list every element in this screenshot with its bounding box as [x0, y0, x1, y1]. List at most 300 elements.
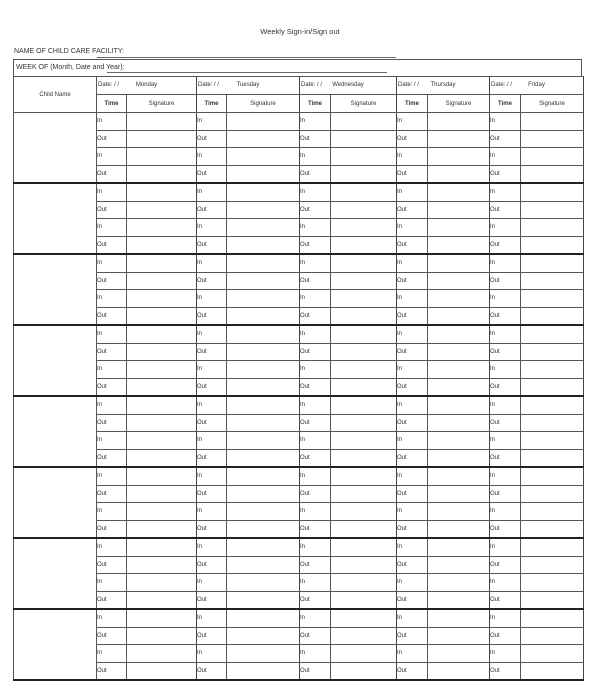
time-cell[interactable]: Out	[397, 485, 428, 503]
signature-cell[interactable]	[331, 325, 397, 343]
child-name-cell[interactable]	[14, 183, 97, 254]
signature-cell[interactable]	[227, 343, 300, 361]
child-name-cell[interactable]	[14, 254, 97, 325]
time-cell[interactable]: Out	[300, 307, 331, 325]
child-name-cell[interactable]	[14, 113, 97, 184]
signature-cell[interactable]	[331, 609, 397, 627]
time-cell[interactable]: In	[300, 148, 331, 166]
time-cell[interactable]: In	[197, 113, 227, 131]
time-cell[interactable]: Out	[490, 556, 521, 574]
signature-cell[interactable]	[127, 432, 197, 450]
signature-cell[interactable]	[331, 503, 397, 521]
time-cell[interactable]: In	[490, 219, 521, 237]
signature-cell[interactable]	[428, 574, 490, 592]
time-cell[interactable]: In	[197, 574, 227, 592]
time-cell[interactable]: Out	[490, 414, 521, 432]
signature-cell[interactable]	[428, 467, 490, 485]
time-cell[interactable]: Out	[490, 236, 521, 254]
signature-cell[interactable]	[227, 645, 300, 663]
signature-cell[interactable]	[331, 627, 397, 645]
signature-cell[interactable]	[331, 432, 397, 450]
time-cell[interactable]: Out	[490, 307, 521, 325]
signature-cell[interactable]	[227, 130, 300, 148]
signature-cell[interactable]	[127, 236, 197, 254]
signature-cell[interactable]	[127, 627, 197, 645]
time-cell[interactable]: Out	[397, 201, 428, 219]
signature-cell[interactable]	[331, 556, 397, 574]
time-cell[interactable]: In	[397, 361, 428, 379]
time-cell[interactable]: Out	[397, 449, 428, 467]
signature-cell[interactable]	[331, 662, 397, 680]
time-cell[interactable]: In	[97, 396, 127, 414]
time-cell[interactable]: In	[300, 183, 331, 201]
time-cell[interactable]: Out	[197, 236, 227, 254]
time-cell[interactable]: In	[490, 361, 521, 379]
signature-cell[interactable]	[227, 201, 300, 219]
time-cell[interactable]: In	[300, 467, 331, 485]
time-cell[interactable]: In	[490, 113, 521, 131]
signature-cell[interactable]	[127, 556, 197, 574]
signature-cell[interactable]	[331, 272, 397, 290]
time-cell[interactable]: Out	[97, 165, 127, 183]
time-cell[interactable]: Out	[300, 449, 331, 467]
signature-cell[interactable]	[428, 272, 490, 290]
signature-cell[interactable]	[428, 609, 490, 627]
time-cell[interactable]: Out	[197, 520, 227, 538]
signature-cell[interactable]	[428, 325, 490, 343]
signature-cell[interactable]	[428, 183, 490, 201]
signature-cell[interactable]	[127, 378, 197, 396]
time-cell[interactable]: Out	[397, 556, 428, 574]
signature-cell[interactable]	[428, 520, 490, 538]
time-cell[interactable]: Out	[197, 556, 227, 574]
time-cell[interactable]: Out	[397, 520, 428, 538]
time-cell[interactable]: Out	[397, 378, 428, 396]
signature-cell[interactable]	[127, 165, 197, 183]
signature-cell[interactable]	[428, 645, 490, 663]
time-cell[interactable]: Out	[300, 272, 331, 290]
signature-cell[interactable]	[521, 520, 584, 538]
signature-cell[interactable]	[521, 148, 584, 166]
time-cell[interactable]: Out	[300, 485, 331, 503]
time-cell[interactable]: In	[197, 609, 227, 627]
signature-cell[interactable]	[331, 307, 397, 325]
signature-cell[interactable]	[127, 272, 197, 290]
signature-cell[interactable]	[521, 307, 584, 325]
time-cell[interactable]: Out	[300, 520, 331, 538]
date-field[interactable]: Date: / /	[491, 82, 513, 88]
signature-cell[interactable]	[127, 538, 197, 556]
time-cell[interactable]: Out	[97, 556, 127, 574]
time-cell[interactable]: Out	[197, 165, 227, 183]
time-cell[interactable]: In	[397, 254, 428, 272]
signature-cell[interactable]	[521, 165, 584, 183]
time-cell[interactable]: In	[197, 219, 227, 237]
time-cell[interactable]: Out	[490, 449, 521, 467]
signature-cell[interactable]	[331, 591, 397, 609]
signature-cell[interactable]	[331, 414, 397, 432]
time-cell[interactable]: In	[490, 148, 521, 166]
time-cell[interactable]: Out	[300, 165, 331, 183]
signature-cell[interactable]	[127, 662, 197, 680]
time-cell[interactable]: Out	[197, 591, 227, 609]
signature-cell[interactable]	[331, 449, 397, 467]
time-cell[interactable]: In	[397, 290, 428, 308]
signature-cell[interactable]	[428, 148, 490, 166]
time-cell[interactable]: In	[300, 609, 331, 627]
time-cell[interactable]: Out	[300, 130, 331, 148]
time-cell[interactable]: In	[397, 325, 428, 343]
time-cell[interactable]: Out	[397, 307, 428, 325]
time-cell[interactable]: Out	[300, 201, 331, 219]
signature-cell[interactable]	[428, 201, 490, 219]
time-cell[interactable]: In	[197, 325, 227, 343]
signature-cell[interactable]	[521, 396, 584, 414]
signature-cell[interactable]	[227, 538, 300, 556]
signature-cell[interactable]	[227, 325, 300, 343]
signature-cell[interactable]	[428, 627, 490, 645]
time-cell[interactable]: In	[97, 183, 127, 201]
time-cell[interactable]: Out	[197, 485, 227, 503]
time-cell[interactable]: In	[397, 467, 428, 485]
time-cell[interactable]: Out	[97, 236, 127, 254]
time-cell[interactable]: Out	[97, 520, 127, 538]
signature-cell[interactable]	[227, 396, 300, 414]
time-cell[interactable]: In	[197, 361, 227, 379]
signature-cell[interactable]	[428, 254, 490, 272]
time-cell[interactable]: Out	[397, 627, 428, 645]
time-cell[interactable]: Out	[97, 449, 127, 467]
time-cell[interactable]: Out	[97, 485, 127, 503]
time-cell[interactable]: In	[490, 609, 521, 627]
time-cell[interactable]: Out	[490, 165, 521, 183]
time-cell[interactable]: Out	[97, 201, 127, 219]
signature-cell[interactable]	[428, 396, 490, 414]
signature-cell[interactable]	[227, 378, 300, 396]
signature-cell[interactable]	[227, 467, 300, 485]
time-cell[interactable]: In	[397, 396, 428, 414]
signature-cell[interactable]	[428, 378, 490, 396]
signature-cell[interactable]	[227, 432, 300, 450]
signature-cell[interactable]	[227, 361, 300, 379]
time-cell[interactable]: In	[97, 113, 127, 131]
signature-cell[interactable]	[127, 574, 197, 592]
time-cell[interactable]: Out	[397, 662, 428, 680]
signature-cell[interactable]	[331, 520, 397, 538]
signature-cell[interactable]	[521, 201, 584, 219]
time-cell[interactable]: Out	[490, 201, 521, 219]
signature-cell[interactable]	[331, 361, 397, 379]
facility-name-field[interactable]	[97, 57, 396, 58]
time-cell[interactable]: In	[300, 113, 331, 131]
signature-cell[interactable]	[227, 219, 300, 237]
time-cell[interactable]: Out	[197, 662, 227, 680]
signature-cell[interactable]	[127, 645, 197, 663]
time-cell[interactable]: In	[197, 183, 227, 201]
signature-cell[interactable]	[521, 343, 584, 361]
time-cell[interactable]: In	[490, 183, 521, 201]
signature-cell[interactable]	[331, 343, 397, 361]
signature-cell[interactable]	[127, 219, 197, 237]
time-cell[interactable]: Out	[97, 130, 127, 148]
time-cell[interactable]: Out	[97, 414, 127, 432]
time-cell[interactable]: Out	[490, 520, 521, 538]
signature-cell[interactable]	[227, 307, 300, 325]
time-cell[interactable]: In	[197, 290, 227, 308]
signature-cell[interactable]	[331, 130, 397, 148]
time-cell[interactable]: In	[97, 325, 127, 343]
signature-cell[interactable]	[227, 148, 300, 166]
signature-cell[interactable]	[227, 272, 300, 290]
signature-cell[interactable]	[331, 254, 397, 272]
time-cell[interactable]: In	[97, 609, 127, 627]
time-cell[interactable]: In	[197, 148, 227, 166]
time-cell[interactable]: In	[397, 432, 428, 450]
signature-cell[interactable]	[521, 627, 584, 645]
time-cell[interactable]: In	[490, 574, 521, 592]
signature-cell[interactable]	[428, 449, 490, 467]
time-cell[interactable]: In	[197, 432, 227, 450]
time-cell[interactable]: Out	[490, 662, 521, 680]
time-cell[interactable]: In	[197, 503, 227, 521]
signature-cell[interactable]	[521, 503, 584, 521]
signature-cell[interactable]	[127, 414, 197, 432]
signature-cell[interactable]	[331, 538, 397, 556]
date-field[interactable]: Date: / /	[301, 82, 323, 88]
time-cell[interactable]: Out	[490, 591, 521, 609]
time-cell[interactable]: In	[197, 254, 227, 272]
time-cell[interactable]: Out	[97, 627, 127, 645]
time-cell[interactable]: Out	[97, 662, 127, 680]
time-cell[interactable]: In	[300, 645, 331, 663]
time-cell[interactable]: Out	[97, 343, 127, 361]
signature-cell[interactable]	[127, 361, 197, 379]
time-cell[interactable]: Out	[300, 343, 331, 361]
time-cell[interactable]: In	[97, 503, 127, 521]
signature-cell[interactable]	[428, 662, 490, 680]
time-cell[interactable]: In	[397, 574, 428, 592]
time-cell[interactable]: Out	[490, 378, 521, 396]
signature-cell[interactable]	[521, 609, 584, 627]
signature-cell[interactable]	[227, 449, 300, 467]
time-cell[interactable]: Out	[397, 165, 428, 183]
signature-cell[interactable]	[428, 538, 490, 556]
time-cell[interactable]: In	[490, 432, 521, 450]
time-cell[interactable]: In	[97, 219, 127, 237]
signature-cell[interactable]	[127, 396, 197, 414]
time-cell[interactable]: In	[97, 538, 127, 556]
time-cell[interactable]: In	[490, 645, 521, 663]
time-cell[interactable]: In	[197, 467, 227, 485]
signature-cell[interactable]	[127, 113, 197, 131]
time-cell[interactable]: In	[300, 574, 331, 592]
time-cell[interactable]: In	[300, 254, 331, 272]
child-name-cell[interactable]	[14, 396, 97, 467]
signature-cell[interactable]	[227, 236, 300, 254]
signature-cell[interactable]	[428, 343, 490, 361]
signature-cell[interactable]	[331, 574, 397, 592]
time-cell[interactable]: Out	[300, 378, 331, 396]
time-cell[interactable]: In	[397, 219, 428, 237]
signature-cell[interactable]	[331, 396, 397, 414]
time-cell[interactable]: In	[490, 467, 521, 485]
signature-cell[interactable]	[428, 361, 490, 379]
signature-cell[interactable]	[521, 378, 584, 396]
signature-cell[interactable]	[127, 609, 197, 627]
signature-cell[interactable]	[428, 503, 490, 521]
time-cell[interactable]: Out	[197, 378, 227, 396]
signature-cell[interactable]	[521, 219, 584, 237]
date-field[interactable]: Date: / /	[198, 82, 220, 88]
time-cell[interactable]: In	[300, 396, 331, 414]
time-cell[interactable]: In	[300, 219, 331, 237]
time-cell[interactable]: Out	[300, 556, 331, 574]
signature-cell[interactable]	[227, 113, 300, 131]
time-cell[interactable]: Out	[397, 272, 428, 290]
date-field[interactable]: Date: / /	[398, 82, 420, 88]
signature-cell[interactable]	[521, 272, 584, 290]
time-cell[interactable]: Out	[490, 272, 521, 290]
time-cell[interactable]: Out	[97, 272, 127, 290]
signature-cell[interactable]	[227, 520, 300, 538]
time-cell[interactable]: Out	[197, 307, 227, 325]
signature-cell[interactable]	[127, 485, 197, 503]
time-cell[interactable]: Out	[300, 627, 331, 645]
time-cell[interactable]: Out	[300, 591, 331, 609]
signature-cell[interactable]	[428, 219, 490, 237]
signature-cell[interactable]	[521, 236, 584, 254]
signature-cell[interactable]	[331, 485, 397, 503]
signature-cell[interactable]	[428, 290, 490, 308]
time-cell[interactable]: In	[490, 325, 521, 343]
time-cell[interactable]: Out	[300, 236, 331, 254]
time-cell[interactable]: Out	[490, 343, 521, 361]
signature-cell[interactable]	[428, 307, 490, 325]
time-cell[interactable]: In	[490, 290, 521, 308]
time-cell[interactable]: Out	[490, 130, 521, 148]
signature-cell[interactable]	[227, 662, 300, 680]
time-cell[interactable]: In	[397, 538, 428, 556]
time-cell[interactable]: Out	[197, 201, 227, 219]
signature-cell[interactable]	[127, 503, 197, 521]
signature-cell[interactable]	[428, 414, 490, 432]
time-cell[interactable]: Out	[197, 343, 227, 361]
signature-cell[interactable]	[127, 591, 197, 609]
time-cell[interactable]: In	[397, 503, 428, 521]
time-cell[interactable]: Out	[197, 627, 227, 645]
time-cell[interactable]: In	[490, 254, 521, 272]
signature-cell[interactable]	[428, 236, 490, 254]
time-cell[interactable]: Out	[300, 662, 331, 680]
time-cell[interactable]: Out	[490, 627, 521, 645]
signature-cell[interactable]	[428, 591, 490, 609]
time-cell[interactable]: Out	[197, 449, 227, 467]
time-cell[interactable]: In	[300, 432, 331, 450]
signature-cell[interactable]	[521, 485, 584, 503]
time-cell[interactable]: In	[300, 538, 331, 556]
time-cell[interactable]: In	[197, 538, 227, 556]
signature-cell[interactable]	[227, 290, 300, 308]
time-cell[interactable]: In	[397, 113, 428, 131]
week-of-field[interactable]	[107, 72, 387, 73]
signature-cell[interactable]	[521, 432, 584, 450]
signature-cell[interactable]	[521, 449, 584, 467]
time-cell[interactable]: In	[97, 645, 127, 663]
signature-cell[interactable]	[428, 485, 490, 503]
time-cell[interactable]: In	[97, 290, 127, 308]
time-cell[interactable]: Out	[97, 307, 127, 325]
signature-cell[interactable]	[521, 414, 584, 432]
signature-cell[interactable]	[227, 591, 300, 609]
signature-cell[interactable]	[127, 449, 197, 467]
signature-cell[interactable]	[127, 325, 197, 343]
time-cell[interactable]: Out	[397, 343, 428, 361]
signature-cell[interactable]	[127, 467, 197, 485]
signature-cell[interactable]	[227, 627, 300, 645]
signature-cell[interactable]	[331, 165, 397, 183]
time-cell[interactable]: Out	[300, 414, 331, 432]
date-field[interactable]: Date: / /	[98, 82, 120, 88]
time-cell[interactable]: Out	[397, 591, 428, 609]
signature-cell[interactable]	[127, 520, 197, 538]
signature-cell[interactable]	[521, 130, 584, 148]
time-cell[interactable]: In	[300, 290, 331, 308]
signature-cell[interactable]	[227, 485, 300, 503]
child-name-cell[interactable]	[14, 609, 97, 680]
signature-cell[interactable]	[521, 290, 584, 308]
signature-cell[interactable]	[331, 290, 397, 308]
signature-cell[interactable]	[331, 113, 397, 131]
time-cell[interactable]: Out	[490, 485, 521, 503]
signature-cell[interactable]	[428, 113, 490, 131]
signature-cell[interactable]	[428, 165, 490, 183]
signature-cell[interactable]	[428, 432, 490, 450]
time-cell[interactable]: Out	[97, 378, 127, 396]
child-name-cell[interactable]	[14, 325, 97, 396]
signature-cell[interactable]	[127, 201, 197, 219]
time-cell[interactable]: In	[97, 467, 127, 485]
signature-cell[interactable]	[521, 538, 584, 556]
signature-cell[interactable]	[521, 361, 584, 379]
signature-cell[interactable]	[521, 183, 584, 201]
time-cell[interactable]: In	[490, 503, 521, 521]
time-cell[interactable]: Out	[97, 591, 127, 609]
signature-cell[interactable]	[331, 236, 397, 254]
signature-cell[interactable]	[127, 254, 197, 272]
signature-cell[interactable]	[521, 556, 584, 574]
time-cell[interactable]: In	[490, 538, 521, 556]
signature-cell[interactable]	[127, 343, 197, 361]
time-cell[interactable]: In	[300, 361, 331, 379]
signature-cell[interactable]	[428, 556, 490, 574]
signature-cell[interactable]	[521, 574, 584, 592]
signature-cell[interactable]	[227, 609, 300, 627]
signature-cell[interactable]	[227, 254, 300, 272]
time-cell[interactable]: Out	[397, 236, 428, 254]
child-name-cell[interactable]	[14, 538, 97, 609]
signature-cell[interactable]	[331, 201, 397, 219]
signature-cell[interactable]	[428, 130, 490, 148]
time-cell[interactable]: In	[97, 432, 127, 450]
signature-cell[interactable]	[521, 325, 584, 343]
time-cell[interactable]: Out	[197, 272, 227, 290]
time-cell[interactable]: In	[97, 361, 127, 379]
time-cell[interactable]: Out	[197, 414, 227, 432]
time-cell[interactable]: In	[97, 254, 127, 272]
signature-cell[interactable]	[127, 290, 197, 308]
time-cell[interactable]: Out	[397, 130, 428, 148]
signature-cell[interactable]	[127, 148, 197, 166]
